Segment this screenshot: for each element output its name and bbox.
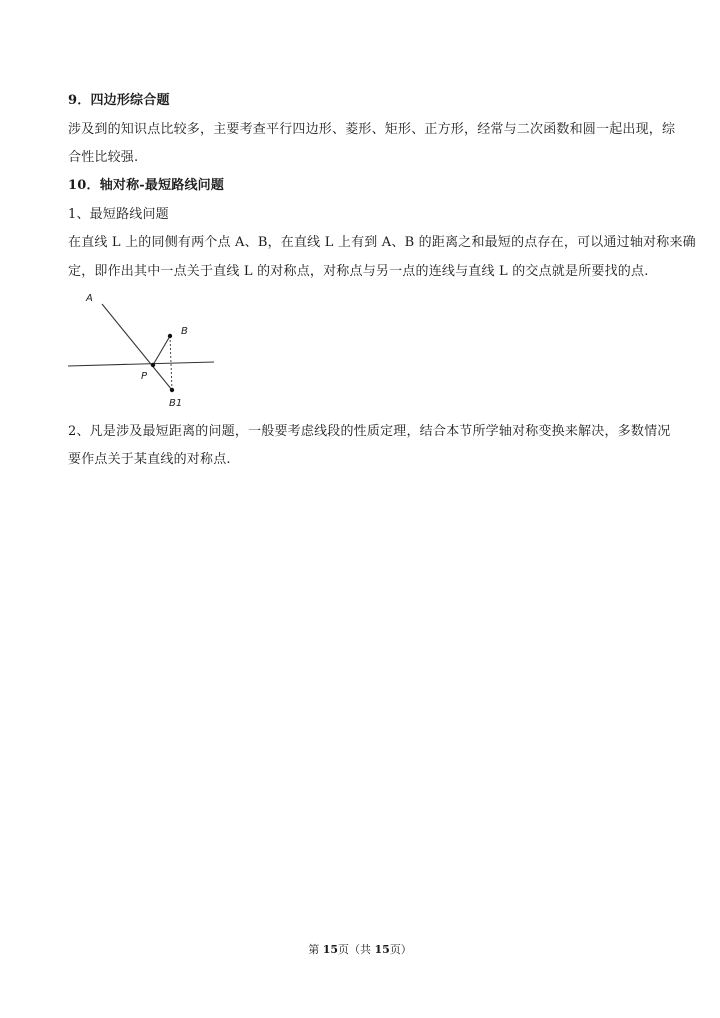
footer-current-page: 15 — [322, 943, 338, 956]
shortest-path-figure — [66, 290, 216, 410]
line-l — [68, 362, 214, 366]
shortest-path-diagram — [66, 290, 216, 410]
subsection-1-title: 1、最短路线问题 — [68, 207, 169, 222]
point-b1 — [170, 388, 174, 392]
label-a: A — [86, 293, 93, 304]
subsection-1-paragraph-line-2: 定，即作出其中一点关于直线 L 的对称点，对称点与另一点的连线与直线 L 的交点就是所要找的点. — [68, 264, 649, 279]
section-9-paragraph-line-2: 合性比较强. — [68, 150, 139, 165]
segment-a-b1 — [102, 304, 172, 390]
footer-middle: 页（共 — [338, 943, 375, 956]
section-10-title: 10．轴对称-最短路线问题 — [68, 178, 225, 193]
segment-p-b — [153, 336, 170, 365]
footer-total-pages: 15 — [374, 943, 390, 956]
point-p — [151, 363, 155, 367]
section-9-title: 9．四边形综合题 — [68, 93, 170, 108]
footer-prefix: 第 — [308, 943, 323, 956]
footer-suffix: 页） — [389, 943, 412, 956]
subsection-2-paragraph-line-2: 要作点关于某直线的对称点. — [68, 452, 231, 467]
section-9-paragraph-line-1: 涉及到的知识点比较多，主要考查平行四边形、菱形、矩形、正方形，经常与二次函数和圆一起出现，综 — [68, 122, 676, 137]
label-p: P — [141, 371, 148, 382]
point-b — [168, 334, 172, 338]
subsection-2-paragraph-line-1: 2、凡是涉及最短距离的问题，一般要考虑线段的性质定理，结合本节所学轴对称变换来解决，多数情况 — [68, 424, 671, 439]
label-b: B — [181, 326, 188, 337]
subsection-1-paragraph-line-1: 在直线 L 上的同侧有两个点 A、B，在直线 L 上有到 A、B 的距离之和最短的点存在，可以通过轴对称来确 — [68, 235, 696, 250]
page-footer — [0, 943, 720, 957]
label-b1: B1 — [169, 398, 183, 409]
